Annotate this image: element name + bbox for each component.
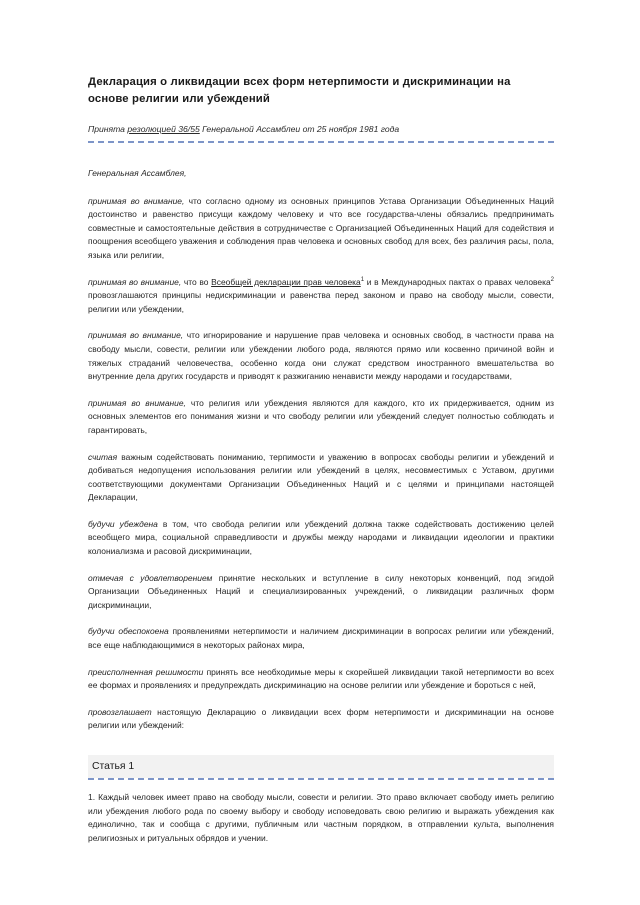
adoption-suffix: Генеральной Ассамблеи от 25 ноября 1981 года [199, 124, 400, 134]
paragraph-text-6: в том, что свобода религии или убеждений должна также содействовать достижению целей всеобщего мира, социальной справедливости и дружбы между народами и ликвидации идеологии и практики колониализма и расовой дискриминации, [88, 518, 555, 557]
divider-article-1 [88, 778, 554, 780]
article-header-1 [88, 755, 554, 778]
preamble-paragraph-3 [88, 329, 554, 383]
preamble-organ: Генеральная Ассамблея, [88, 168, 187, 178]
document-content [88, 74, 554, 845]
preamble-paragraph-4 [88, 397, 554, 438]
footnote-ref-2: 2 [550, 276, 555, 283]
preamble-paragraph-7 [88, 572, 554, 613]
paragraph-text-2-after: провозглашаются принципы недискриминации и равенства перед законом и право на свободу мысли, совести, религии или убеждении, [88, 290, 554, 314]
paragraph-lead-9: преисполненная решимости [88, 666, 204, 677]
paragraph-text-2-middle: и в Международных пактах о правах человека [364, 276, 551, 287]
article-section-1 [88, 755, 554, 845]
udhr-link[interactable]: Всеобщей декларации прав человека [211, 276, 361, 287]
paragraph-text-4: что религия или убеждения являются для каждого, кто их придерживается, одним из основных элементов его понимания жизни и что свободу религии или убеждений следует полностью соблюдать и гарантировать, [88, 397, 555, 435]
preamble-paragraph-9 [88, 666, 554, 693]
paragraph-lead-7: отмечая с удовлетворением [88, 572, 213, 583]
preamble-paragraph-10 [88, 706, 554, 733]
preamble-paragraph-1 [88, 195, 554, 263]
paragraph-text-8: проявлениями нетерпимости и наличием дискриминации в вопросах религии или убеждений, все еще наблюдающимися в некоторых районах мира, [88, 626, 554, 651]
adoption-prefix: Принята [88, 124, 128, 134]
paragraph-lead-10: провозглашает [88, 706, 152, 717]
paragraph-text-5: важным содействовать пониманию, терпимости и уважению в вопросах свободы религии и убеждений и добиваться недопущения использования религии или убеждений в целях, несовместимых с Уставом, другими соответствующими документами Организации Объединенных Наций и с целями и принципами настоящей Декларации, [88, 451, 554, 503]
paragraph-text-1: что согласно одному из основных принципов Устава Организации Объединенных Наций достоинство и равенство присущи каждому человеку и что все государства-члены обязались предпринимать совместные и самостоятельные действия в сотрудничестве с Организацией Объединенных Наций для содействия и поощрения всеобщего уважения и соблюдения прав человека и основных свобод для всех, без различия расы, пола, языка или религии, [88, 195, 554, 260]
paragraph-lead-1: принимая во внимание, [88, 195, 185, 206]
paragraph-lead-8: будучи обеспокоена [88, 626, 169, 637]
article-paragraph-1: 1. Каждый человек имеет право на свободу мысли, совести и религии. Это право включает свободу иметь религию или убеждения любого рода по своему выбору и свободу исповедовать свою религию и выражать убеждения как единолично, так и сообща с другими, публичным или частным порядком, в отправлении культа, выполнения религиозных и ритуальных обрядов и учении. [88, 792, 554, 843]
adoption-line [88, 123, 554, 135]
article-body-1 [88, 791, 554, 845]
divider-top [88, 141, 554, 143]
paragraph-text-2-before: что во [181, 276, 212, 287]
paragraph-lead-2: принимая во внимание, [88, 276, 182, 287]
preamble-paragraph-8 [88, 625, 554, 652]
preamble-paragraph-5 [88, 451, 554, 505]
paragraph-text-3: что игнорирование и нарушение прав человека и основных свобод, в частности права на свободу мысли, совести, религии или убеждении любого рода, являются прямо или косвенно причиной войн и тяжелых страданий человечества, особенно когда они служат средством иностранного вмешательства во внутренние дела других государств и приводят к разжиганию ненависти между народами и государствами, [88, 330, 554, 382]
paragraph-lead-3: принимая во внимание, [88, 330, 184, 341]
page-title: Декларация о ликвидации всех форм нетерпимости и дискриминации на основе религии или убеждений [88, 76, 511, 105]
paragraph-lead-6: будучи убеждена [88, 518, 158, 529]
paragraph-lead-4: принимая во внимание, [88, 397, 186, 408]
paragraph-text-10: настоящую Декларацию о ликвидации всех форм нетерпимости и дискриминации на основе религии или убеждений: [88, 706, 554, 731]
paragraph-text-9: принять все необходимые меры к скорейшей ликвидации такой нетерпимости во всех ее формах и проявлениях и предупреждать дискриминацию на основе религии или убеждение и бороться с ней, [88, 666, 554, 691]
paragraph-lead-5: считая [88, 451, 118, 462]
resolution-link[interactable]: резолюцией 36/55 [127, 124, 200, 134]
paragraph-text-7: принятие нескольких и вступление в силу некоторых конвенций, под эгидой Организации Объединенных Наций и специализированных учреждений, о ликвидации различных форм дискриминации, [88, 572, 555, 610]
article-heading-1: Статья 1 [92, 761, 135, 772]
preamble-paragraph-6 [88, 518, 554, 559]
preamble-paragraph-2 [88, 276, 554, 317]
footnote-ref-1: 1 [360, 276, 365, 283]
